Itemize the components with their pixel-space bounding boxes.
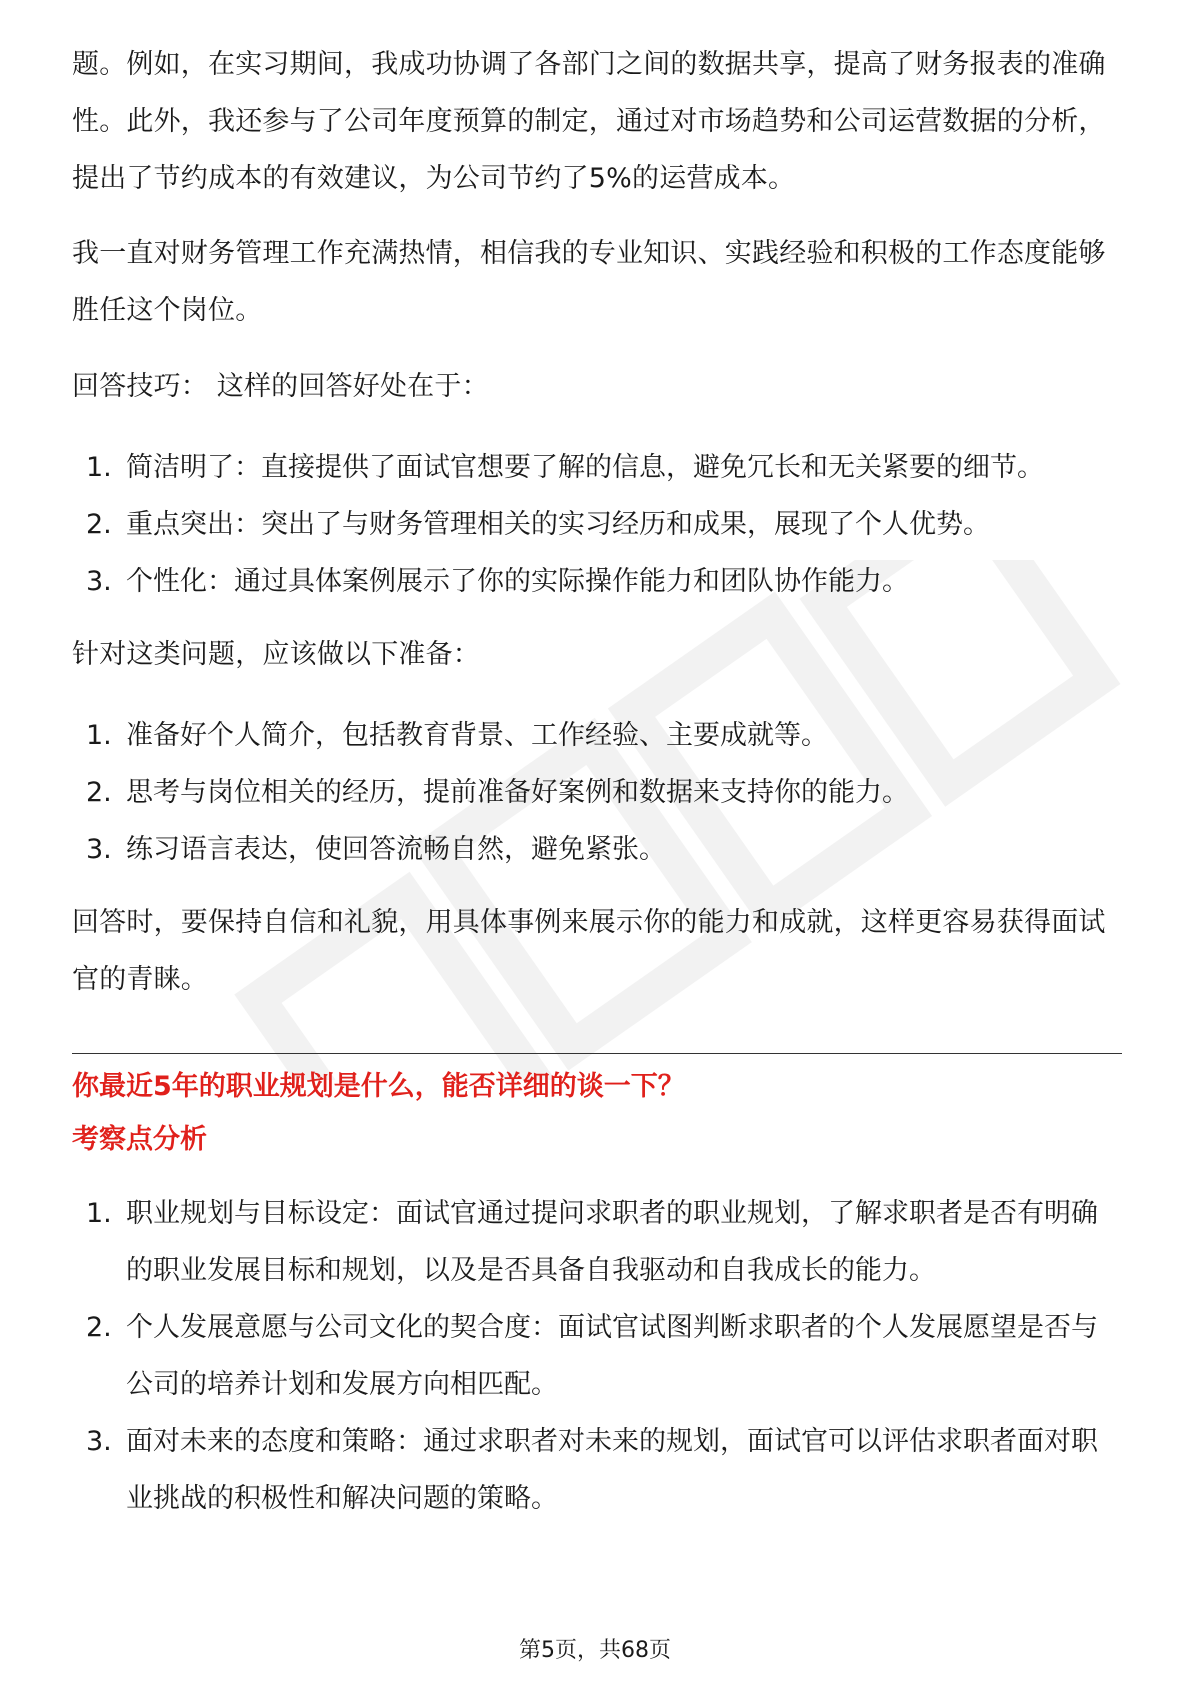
list-item-text: 个性化：通过具体案例展示了你的实际操作能力和团队协作能力。	[126, 566, 909, 597]
list-item-text: 简洁明了：直接提供了面试官想要了解的信息，避免冗长和无关紧要的细节。	[126, 452, 1044, 483]
paragraph-answer-tips-heading: 回答技巧： 这样的回答好处在于：	[72, 371, 489, 402]
list-number: 2.	[86, 777, 112, 808]
analysis-subheading: 考察点分析	[72, 1124, 207, 1155]
analysis-points-list	[72, 1185, 1122, 1527]
list-number: 3.	[86, 1426, 112, 1457]
list-item-text: 重点突出：突出了与财务管理相关的实习经历和成果，展现了个人优势。	[126, 509, 990, 540]
list-item	[72, 496, 1122, 553]
list-item	[72, 764, 1122, 821]
list-number: 1.	[86, 452, 112, 483]
list-item-text: 个人发展意愿与公司文化的契合度：面试官试图判断求职者的个人发展愿望是否与公司的培养计划和发展方向相匹配。	[126, 1312, 1098, 1400]
list-item	[72, 1299, 1122, 1413]
list-number: 2.	[86, 509, 112, 540]
list-item-text: 练习语言表达，使回答流畅自然，避免紧张。	[126, 834, 666, 865]
paragraph-prep-heading: 针对这类问题，应该做以下准备：	[72, 639, 480, 670]
list-item	[72, 439, 1122, 496]
paragraph-enthusiasm: 我一直对财务管理工作充满热情，相信我的专业知识、实践经验和积极的工作态度能够胜任这个岗位。	[72, 238, 1106, 326]
list-number: 1.	[86, 720, 112, 751]
list-item	[72, 707, 1122, 764]
list-number: 1.	[86, 1198, 112, 1229]
list-item-text: 面对未来的态度和策略：通过求职者对未来的规划，面试官可以评估求职者面对职业挑战的积极性和解决问题的策略。	[126, 1426, 1098, 1514]
list-number: 3.	[86, 566, 112, 597]
list-item	[72, 553, 1122, 610]
list-item-text: 职业规划与目标设定：面试官通过提问求职者的职业规划，了解求职者是否有明确的职业发展目标和规划，以及是否具备自我驱动和自我成长的能力。	[126, 1198, 1098, 1286]
page-number-footer: 第5页，共68页	[519, 1638, 671, 1663]
section-divider	[72, 1053, 1122, 1054]
paragraph-internship-result: 题。例如，在实习期间，我成功协调了各部门之间的数据共享，提高了财务报表的准确性。此外，我还参与了公司年度预算的制定，通过对市场趋势和公司运营数据的分析，提出了节约成本的有效建议，为公司节约了5%的运营成本。	[72, 49, 1106, 194]
list-item	[72, 1413, 1122, 1527]
question-heading: 你最近5年的职业规划是什么，能否详细的谈一下？	[72, 1071, 685, 1102]
paragraph-closing-advice: 回答时，要保持自信和礼貌，用具体事例来展示你的能力和成就，这样更容易获得面试官的青睐。	[72, 907, 1106, 995]
document-page	[72, 0, 1122, 1684]
list-item	[72, 1185, 1122, 1299]
answer-tips-list	[72, 439, 1122, 610]
list-item-text: 思考与岗位相关的经历，提前准备好案例和数据来支持你的能力。	[126, 777, 909, 808]
list-number: 3.	[86, 834, 112, 865]
prep-list	[72, 707, 1122, 878]
list-item-text: 准备好个人简介，包括教育背景、工作经验、主要成就等。	[126, 720, 828, 751]
list-number: 2.	[86, 1312, 112, 1343]
list-item	[72, 821, 1122, 878]
